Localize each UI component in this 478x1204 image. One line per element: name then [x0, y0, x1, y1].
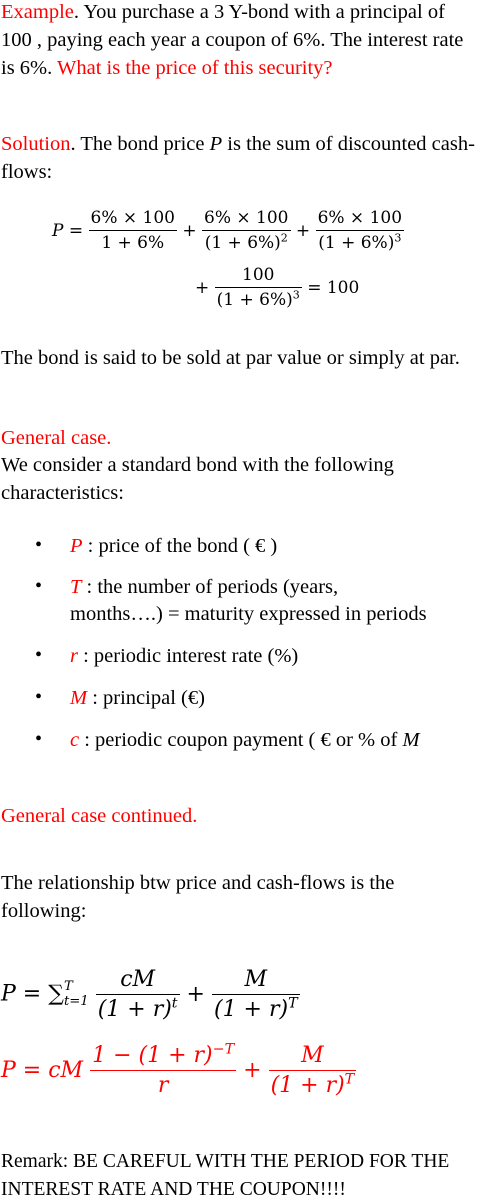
list-item [70, 532, 277, 560]
f2-frac2-num: M [269, 1043, 357, 1071]
bullet-dot: • [35, 728, 43, 750]
eq1-term3-den: $(1 + 6\%)^3$ [318, 231, 402, 253]
example-text: . You purchase a 3 Y-bond with a principal of 100 , paying each year a coupon of 6%. The interest rate is 6%. [1, 1, 464, 79]
solution-var-p: P [209, 133, 223, 155]
price-formula-closed [1, 1043, 356, 1098]
f2-lhs: P = cM [1, 1058, 84, 1083]
f1-frac2-den: $(1 + r)^T$ [213, 995, 298, 1022]
par-paragraph: The bond is said to be sold at par value or simply at par. [1, 347, 460, 369]
f1-frac1-num: cM [96, 967, 180, 995]
example-label: Example [1, 1, 74, 23]
bond-price-equation-line2 [195, 265, 359, 310]
list-item-tail-var: M [402, 729, 420, 751]
general-case-intro: We consider a standard bond with the following characteristics: [1, 454, 394, 504]
eq1-lhs: P = [52, 220, 84, 241]
solution-text-1: . The bond price [70, 133, 210, 155]
f1-frac2-num: M [212, 967, 300, 995]
eq1-term3 [316, 208, 404, 253]
eq1-result: = 100 [307, 277, 360, 298]
f1-lhs: P = ∑ T t=1 [1, 978, 89, 1009]
eq1-term4-den: $(1 + 6\%)^3$ [216, 288, 300, 310]
solution-text-2: is the sum of discounted cash-flows: [1, 133, 475, 183]
general-continued-title: General case continued. [1, 805, 198, 827]
f1-plus: + [186, 982, 205, 1007]
f2-frac1-num: $1 - (1 + r)^{-T}$ [90, 1043, 236, 1071]
f1-frac1 [96, 967, 180, 1022]
f2-frac2 [269, 1043, 357, 1098]
eq1-plus-1: + [182, 220, 197, 241]
example-question: What is the price of this security? [57, 57, 333, 79]
list-item-var: M [70, 687, 88, 709]
f2-frac1 [90, 1043, 236, 1098]
list-item-text: : periodic interest rate (%) [77, 645, 299, 667]
list-item-var: T [70, 576, 82, 598]
solution-label: Solution [1, 133, 71, 155]
remark-paragraph: Remark: BE CAREFUL WITH THE PERIOD FOR THE INTEREST RATE AND THE COUPON!!!! [1, 1151, 450, 1200]
list-item-text: : principal (€) [87, 687, 205, 709]
price-formula-sum [1, 967, 300, 1022]
bullet-dot: • [35, 534, 43, 556]
f2-frac1-den: r [157, 1073, 169, 1098]
list-item-var: c [70, 729, 80, 751]
eq1-plus-3: + [195, 277, 210, 298]
solution-paragraph [1, 130, 478, 186]
list-item [70, 573, 338, 601]
eq1-term2 [202, 208, 290, 253]
list-item-continuation [70, 600, 427, 628]
f1-frac2 [212, 967, 300, 1022]
eq1-term1-num: 6% × 100 [89, 208, 177, 231]
list-item-text: : price of the bond ( € ) [82, 535, 278, 557]
list-item-var: P [70, 535, 83, 557]
list-item-text: : periodic coupon payment ( € or % of [79, 729, 403, 751]
list-item [70, 726, 420, 754]
bond-price-equation-line1 [52, 208, 404, 253]
list-item-text: months….) = maturity expressed in periods [70, 603, 427, 625]
bullet-dot: • [35, 575, 43, 597]
list-item [70, 642, 298, 670]
eq1-plus-2: + [295, 220, 311, 241]
eq1-term2-den: $(1 + 6\%)^2$ [204, 231, 288, 253]
eq1-term4-num: 100 [215, 265, 302, 288]
list-item [70, 684, 205, 712]
eq1-term3-num: 6% × 100 [316, 208, 404, 231]
f2-plus: + [243, 1058, 262, 1083]
eq1-term4 [215, 265, 302, 310]
relationship-paragraph: The relationship btw price and cash-flows is the following: [1, 872, 395, 922]
bullet-dot: • [35, 644, 43, 666]
eq1-term1 [89, 208, 177, 253]
list-item-var: r [70, 645, 78, 667]
list-item-text: : the number of periods (years, [81, 576, 339, 598]
f1-frac1-den: $(1 + r)^t$ [97, 995, 178, 1022]
bullet-dot: • [35, 686, 43, 708]
eq1-term1-den: 1 + 6% [101, 233, 165, 253]
f2-frac2-den: $(1 + r)^T$ [270, 1071, 355, 1098]
eq1-term2-num: 6% × 100 [202, 208, 290, 231]
general-case-title: General case. [1, 427, 112, 449]
example-paragraph [1, 0, 478, 82]
